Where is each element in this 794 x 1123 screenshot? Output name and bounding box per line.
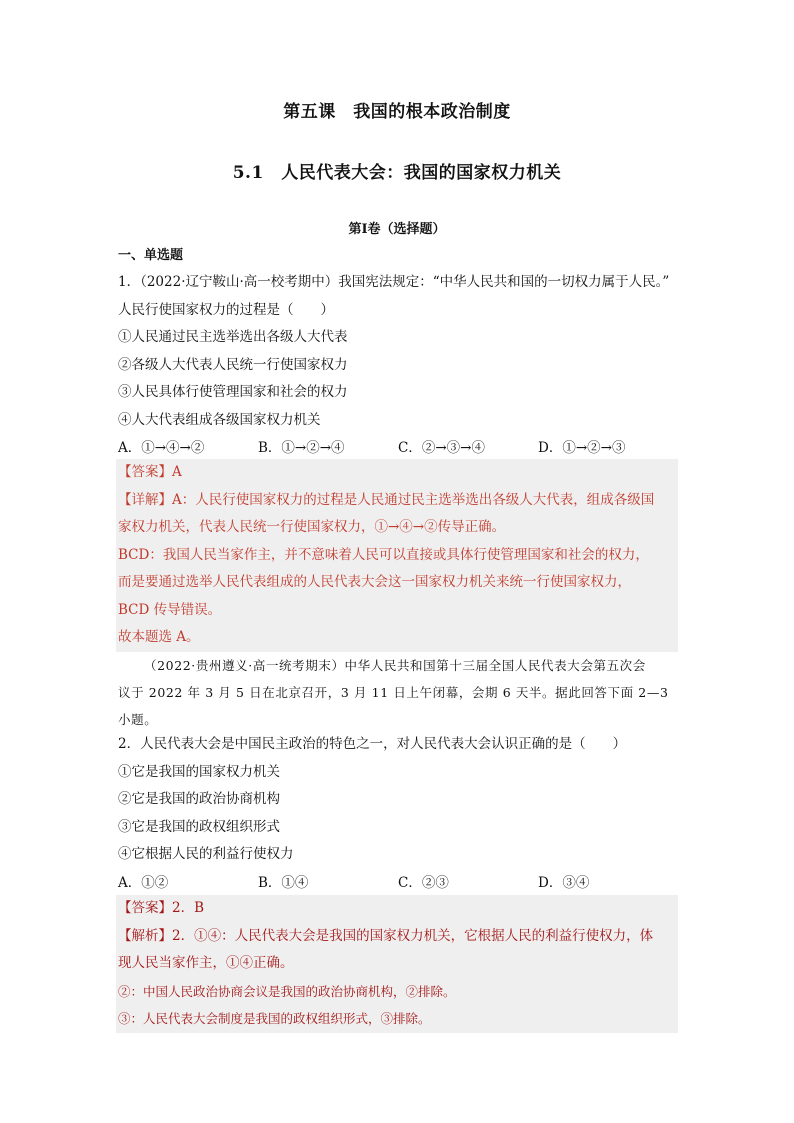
analysis-line: 现人民当家作主，①④正确。 xyxy=(118,955,294,971)
analysis-line: 而是要通过选举人民代表组成的人民代表大会这一国家权力机关来统一行使国家权力， xyxy=(118,574,631,590)
material-line: （2022·贵州遵义·高一统考期末）中华人民共和国第十三届全国人民代表大会第五次会 xyxy=(144,658,646,673)
question-item: ③人民具体行使管理国家和社会的权力 xyxy=(118,384,348,400)
volume-heading: 第Ⅰ卷（选择题） xyxy=(348,222,446,237)
analysis-line: 【详解】A：人民行使国家权力的过程是人民通过民主选举选出各级人大代表，组成各级国 xyxy=(118,491,655,508)
question-stem: 1．（2022·辽宁鞍山·高一校考期中）我国宪法规定：“中华人民共和国的一切权力属于人民。” xyxy=(118,274,670,290)
option-b: B．①→②→④ xyxy=(258,440,345,456)
question-stem: 2．人民代表大会是中国民主政治的特色之一，对人民代表大会认识正确的是（ ） xyxy=(118,736,627,752)
analysis-line: BCD：我国人民当家作主，并不意味着人民可以直接或具体行使管理国家和社会的权力， xyxy=(118,546,649,563)
lesson-title: 第五课 我国的根本政治制度 xyxy=(283,102,511,122)
answer-line: 【答案】2．B xyxy=(118,900,205,916)
question-item: ②各级人大代表人民统一行使国家权力 xyxy=(118,356,348,373)
answer-line: 【答案】A xyxy=(118,464,182,480)
question-1 xyxy=(118,269,678,462)
option-b: B．①④ xyxy=(258,874,309,891)
analysis-line: 家权力机关，代表人民统一行使国家权力，①→④→②传导正确。 xyxy=(118,519,506,535)
part-heading: 一、单选题 xyxy=(118,248,184,263)
question-item: ④人大代表组成各级国家权力机关 xyxy=(118,411,321,428)
answer-box-2 xyxy=(116,895,678,1033)
option-d: D．①→②→③ xyxy=(538,440,626,456)
question-stem: 人民行使国家权力的过程是（ ） xyxy=(118,301,334,318)
material-passage xyxy=(118,652,678,733)
answer-box-1 xyxy=(116,459,678,652)
answer-options xyxy=(118,869,678,897)
question-item: ②它是我国的政治协商机构 xyxy=(118,791,280,807)
option-a: A．①→④→② xyxy=(118,440,205,456)
question-item: ①它是我国的国家权力机关 xyxy=(118,763,280,780)
question-item: ①人民通过民主选举选出各级人大代表 xyxy=(118,329,348,345)
material-line: 小题。 xyxy=(118,712,158,727)
analysis-line: ②：中国人民政治协商会议是我国的政治协商机构，②排除。 xyxy=(118,983,456,999)
question-2 xyxy=(118,731,678,897)
option-c: C．②③ xyxy=(398,874,449,891)
question-item: ③它是我国的政权组织形式 xyxy=(118,818,280,835)
analysis-line: ③：人民代表大会制度是我国的政权组织形式，③排除。 xyxy=(118,1011,431,1026)
question-item: ④它根据人民的利益行使权力 xyxy=(118,846,294,862)
option-d: D．③④ xyxy=(538,874,590,891)
option-a: A．①② xyxy=(118,874,169,891)
material-line: 议于 2022 年 3 月 5 日在北京召开，3 月 11 日上午闭幕，会期 6 天半。据此回答下面 2—3 xyxy=(118,685,669,700)
option-c: C．②→③→④ xyxy=(398,440,485,456)
analysis-line: 故本题选 A。 xyxy=(118,629,200,645)
section-title: 5.1 人民代表大会：我国的国家权力机关 xyxy=(232,163,562,183)
answer-options xyxy=(118,434,678,462)
analysis-line: BCD 传导错误。 xyxy=(118,601,222,618)
analysis-line: 【解析】2．①④：人民代表大会是我国的国家权力机关，它根据人民的利益行使权力，体 xyxy=(118,927,654,944)
